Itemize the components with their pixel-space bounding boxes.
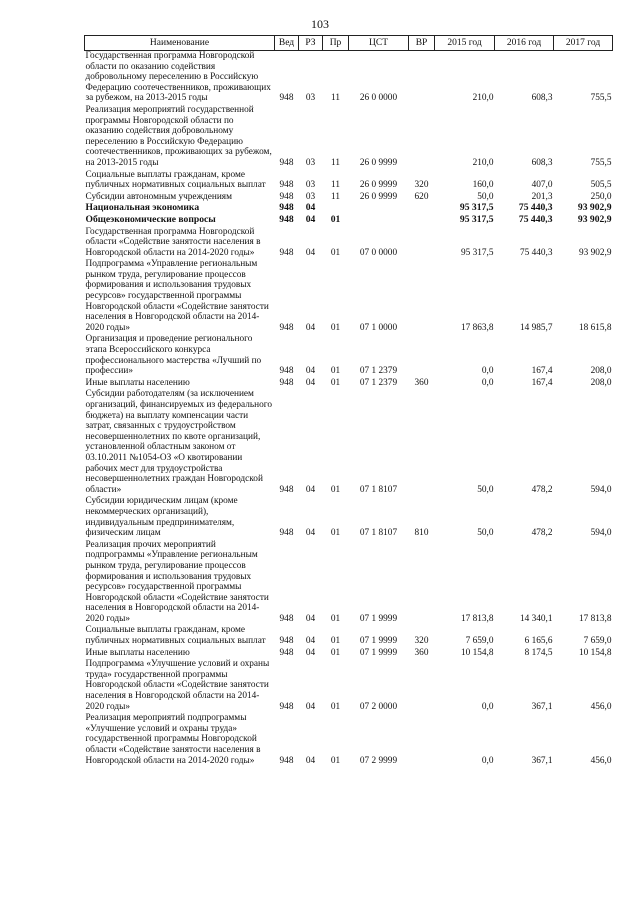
cell-2015: 0,0 (481, 366, 494, 377)
cell-cst (349, 203, 409, 215)
cell-rz: 04 (305, 202, 316, 214)
cell-name: Государственная программа Новгородской области «Содействие занятости населения в Новгородской области на 2014-2020 годы» (85, 226, 261, 258)
cell-2016: 167,4 (531, 377, 553, 388)
cell-name: Реализация мероприятий государственной программы Новгородской области по оказанию содействия добровольному переселению в Российскую Федерацию соотечественников, проживающих за рубежом, на 2013-2015 годы (85, 104, 272, 168)
cell-cst: 07 2 9999 (359, 755, 398, 766)
cell-2017: 755,5 (590, 93, 612, 104)
column-header-rz: РЗ (299, 36, 323, 51)
cell-pr: 11 (331, 180, 340, 191)
cell-2016: 14 985,7 (519, 322, 553, 333)
table-row (85, 215, 613, 227)
cell-2015: 0,0 (481, 755, 494, 766)
cell-rz: 04 (305, 701, 316, 712)
cell-2016: 8 174,5 (524, 647, 553, 658)
cell-name: Государственная программа Новгородской области по оказанию содействия добровольному переселению в Российскую Федерацию соотечественников, проживающих за рубежом, на 2013-2015 годы (85, 51, 271, 104)
cell-rz: 04 (305, 247, 316, 258)
cell-pr: 01 (330, 701, 341, 712)
cell-2017: 208,0 (590, 366, 612, 377)
cell-2017: 10 154,8 (578, 647, 612, 658)
cell-vr: 320 (414, 180, 429, 191)
column-header-name: Наименование (85, 36, 275, 51)
table-row (85, 378, 613, 390)
cell-pr: 11 (331, 191, 340, 202)
cell-ved: 948 (279, 636, 294, 647)
table-row (85, 389, 613, 496)
cell-2017: 93 902,9 (578, 247, 612, 258)
cell-2016: 6 165,6 (524, 636, 553, 647)
cell-name: Подпрограмма «Управление региональным рынком труда, регулирование процессов формирования и использования трудовых ресурсов» государственной программы Новгородской области «Содействие занятости населения в Новгородской области на 2014-2020 годы» (85, 259, 269, 333)
cell-2017: 456,0 (590, 755, 612, 766)
cell-2016: 75 440,3 (518, 213, 553, 225)
cell-ved: 948 (279, 93, 294, 104)
cell-rz: 04 (305, 484, 316, 495)
table-row (85, 648, 613, 660)
cell-name: Реализация мероприятий подпрограммы «Улучшение условий и охраны труда» государственной программы Новгородской области «Содействие занятости населения в Новгородской области на 2014-2020 годы» (85, 713, 261, 766)
table-row (85, 170, 613, 192)
cell-2016: 14 340,1 (519, 613, 553, 624)
cell-2016: 75 440,3 (518, 202, 553, 214)
cell-vr: 810 (414, 528, 429, 539)
cell-name: Иные выплаты населению (85, 647, 190, 658)
cell-name: Национальная экономика (85, 202, 200, 214)
cell-name: Субсидии юридическим лицам (кроме некоммерческих организаций), индивидуальным предпринимателям, физическим лицам (85, 496, 238, 539)
table-row (85, 659, 613, 713)
table-header-row (85, 36, 613, 51)
cell-2017: 208,0 (590, 377, 612, 388)
cell-name: Субсидии работодателям (за исключением организаций, финансируемых из федерального бюджета) на выплату компенсации части затрат, связанных с трудоустройством несовершеннолетних по квоте организаций, установленной областным законом от 03.10.2011 №1054-ОЗ «О квотировании рабочих мест для трудоустройства несовершеннолетних граждан Новгородской области» (85, 389, 272, 495)
cell-2015: 95 317,5 (459, 202, 494, 214)
cell-pr: 01 (330, 247, 341, 258)
cell-rz: 04 (305, 322, 316, 333)
cell-ved: 948 (279, 701, 294, 712)
cell-name: Социальные выплаты гражданам, кроме публичных нормативных социальных выплат (85, 625, 266, 647)
cell-2016: 367,1 (531, 701, 553, 712)
cell-cst: 07 0 0000 (359, 247, 398, 258)
cell-vr (409, 215, 435, 227)
cell-pr: 01 (330, 755, 341, 766)
cell-name: Субсидии автономным учреждениям (85, 191, 232, 202)
cell-rz: 04 (305, 366, 316, 377)
cell-name: Иные выплаты населению (85, 377, 190, 388)
cell-2015: 160,0 (472, 180, 494, 191)
cell-rz: 04 (305, 377, 316, 388)
cell-2016: 75 440,3 (519, 247, 553, 258)
page-number: 103 (311, 17, 329, 31)
cell-2015: 10 154,8 (460, 647, 494, 658)
table-row (85, 227, 613, 260)
cell-vr (409, 540, 435, 626)
table-row (85, 259, 613, 334)
cell-2015: 0,0 (481, 701, 494, 712)
cell-rz: 03 (305, 157, 316, 168)
cell-2015: 50,0 (477, 191, 494, 202)
cell-pr: 11 (331, 93, 340, 104)
cell-2015: 210,0 (472, 157, 494, 168)
cell-2015: 50,0 (477, 484, 494, 495)
cell-pr: 11 (331, 157, 340, 168)
cell-rz: 03 (305, 180, 316, 191)
cell-rz: 04 (305, 528, 316, 539)
cell-2017: 7 659,0 (583, 636, 612, 647)
cell-2017: 93 902,9 (577, 202, 612, 214)
cell-cst: 07 1 0000 (359, 322, 398, 333)
cell-rz: 04 (305, 213, 316, 225)
cell-ved: 948 (279, 191, 294, 202)
cell-cst: 26 0 9999 (359, 157, 398, 168)
cell-vr (409, 334, 435, 377)
cell-vr (409, 203, 435, 215)
cell-2016: 478,2 (531, 484, 553, 495)
cell-2015: 210,0 (472, 93, 494, 104)
cell-pr: 01 (330, 366, 341, 377)
cell-pr: 01 (330, 647, 341, 658)
cell-vr (409, 105, 435, 170)
cell-vr: 320 (414, 636, 429, 647)
cell-ved: 948 (279, 528, 294, 539)
cell-name: Подпрограмма «Улучшение условий и охраны труда» государственной программы Новгородской области «Содействие занятости населения в Новгородской области на 2014-2020 годы» (85, 659, 270, 712)
table-row (85, 334, 613, 377)
cell-2017: 505,5 (590, 180, 612, 191)
cell-vr (409, 713, 435, 767)
cell-rz: 04 (305, 755, 316, 766)
cell-vr (409, 389, 435, 496)
table-row (85, 496, 613, 539)
cell-2016: 478,2 (531, 528, 553, 539)
column-header-pr: Пр (323, 36, 349, 51)
cell-ved: 948 (279, 202, 294, 214)
cell-name: Реализация прочих мероприятий подпрограммы «Управление региональным рынком труда, регулирование процессов формирования и использования трудовых ресурсов» государственной программы Новгородской области «Содействие занятости населения в Новгородской области на 2014-2020 годы» (85, 539, 269, 624)
cell-cst: 07 1 2379 (359, 366, 398, 377)
cell-pr: 01 (330, 528, 341, 539)
cell-ved: 948 (279, 484, 294, 495)
cell-2016: 367,1 (531, 755, 553, 766)
cell-2017: 755,5 (590, 157, 612, 168)
cell-ved: 948 (279, 180, 294, 191)
column-header-2017: 2017 год (554, 36, 613, 51)
cell-2017: 17 813,8 (578, 613, 612, 624)
cell-vr (409, 259, 435, 334)
cell-2015: 50,0 (477, 528, 494, 539)
cell-ved: 948 (279, 157, 294, 168)
cell-vr: 620 (414, 191, 429, 202)
cell-pr: 01 (330, 377, 341, 388)
budget-table (84, 35, 613, 767)
cell-2016: 608,3 (531, 157, 553, 168)
cell-vr: 360 (414, 377, 429, 388)
cell-cst: 07 2 0000 (359, 701, 398, 712)
cell-2017: 93 902,9 (577, 213, 612, 225)
cell-cst: 07 1 9999 (359, 647, 398, 658)
column-header-cst: ЦСТ (349, 36, 409, 51)
cell-ved: 948 (279, 377, 294, 388)
cell-cst: 07 1 9999 (359, 613, 398, 624)
cell-cst (349, 215, 409, 227)
cell-2015: 95 317,5 (459, 213, 494, 225)
cell-2015: 7 659,0 (465, 636, 494, 647)
cell-rz: 04 (305, 636, 316, 647)
cell-cst: 26 0 0000 (359, 93, 398, 104)
cell-cst: 07 1 8107 (359, 528, 398, 539)
column-header-2015: 2015 год (435, 36, 495, 51)
cell-2015: 0,0 (481, 377, 494, 388)
column-header-2016: 2016 год (495, 36, 554, 51)
table-row (85, 51, 613, 105)
cell-2017: 250,0 (590, 191, 612, 202)
column-header-vr: ВР (409, 36, 435, 51)
cell-pr: 01 (330, 613, 341, 624)
cell-ved: 948 (279, 755, 294, 766)
cell-name: Общеэкономические вопросы (85, 213, 216, 225)
cell-pr: 01 (330, 636, 341, 647)
cell-rz: 04 (305, 647, 316, 658)
cell-rz: 03 (305, 93, 316, 104)
cell-cst: 07 1 8107 (359, 484, 398, 495)
cell-2015: 17 813,8 (460, 613, 494, 624)
table-body (85, 51, 613, 768)
column-header-ved: Вед (275, 36, 299, 51)
cell-vr: 360 (414, 647, 429, 658)
cell-pr: 01 (330, 213, 341, 225)
cell-rz: 03 (305, 191, 316, 202)
cell-2017: 18 615,8 (578, 322, 612, 333)
cell-vr (409, 227, 435, 260)
cell-cst: 26 0 9999 (359, 191, 398, 202)
cell-vr (409, 659, 435, 713)
cell-2016: 407,0 (531, 180, 553, 191)
cell-2017: 594,0 (590, 484, 612, 495)
cell-2017: 456,0 (590, 701, 612, 712)
cell-rz: 04 (305, 613, 316, 624)
table-row (85, 713, 613, 767)
cell-vr (409, 51, 435, 105)
cell-cst: 07 1 9999 (359, 636, 398, 647)
cell-ved: 948 (279, 647, 294, 658)
cell-2015: 17 863,8 (460, 322, 494, 333)
cell-ved: 948 (279, 213, 294, 225)
cell-ved: 948 (279, 366, 294, 377)
cell-2017: 594,0 (590, 528, 612, 539)
cell-name: Организация и проведение регионального этапа Всероссийского конкурса профессионального мастерства «Лучший по профессии» (85, 334, 262, 377)
table-row (85, 105, 613, 170)
cell-2016: 608,3 (531, 93, 553, 104)
cell-2015: 95 317,5 (460, 247, 494, 258)
cell-ved: 948 (279, 322, 294, 333)
cell-2016: 167,4 (531, 366, 553, 377)
cell-cst: 07 1 2379 (359, 377, 398, 388)
table-row (85, 540, 613, 626)
cell-2016: 201,3 (531, 191, 553, 202)
cell-ved: 948 (279, 247, 294, 258)
cell-cst: 26 0 9999 (359, 180, 398, 191)
cell-name: Социальные выплаты гражданам, кроме публичных нормативных социальных выплат (85, 169, 266, 191)
cell-pr: 01 (330, 322, 341, 333)
cell-pr: 01 (330, 484, 341, 495)
cell-ved: 948 (279, 613, 294, 624)
table-row (85, 625, 613, 647)
